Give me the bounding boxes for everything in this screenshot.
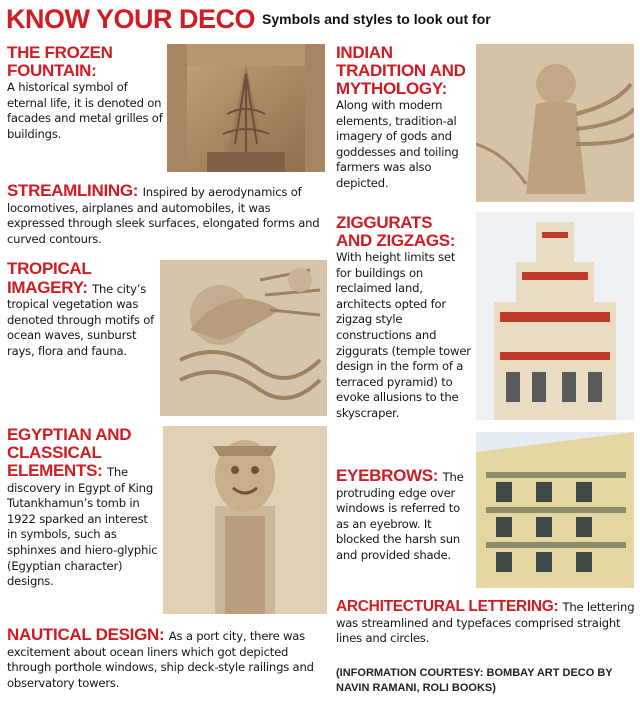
frozen-fountain-heading-2: FOUNTAIN:: [7, 61, 97, 80]
indian-heading-1: INDIAN: [336, 43, 393, 62]
section-egyptian: [7, 426, 159, 590]
indian-body: Along with modern elements, tradition-al imagery of gods and goddesses and toiling farmers was also depicted.: [336, 98, 459, 190]
section-tropical: [7, 260, 155, 360]
page-title: KNOW YOUR DECO: [6, 4, 256, 34]
section-indian: [336, 44, 476, 192]
streamlining-body: Inspired by aerodynamics of locomotives, airplanes and automobiles, it was expressed through sleek surfaces, elongated forms and curved contours.: [7, 185, 320, 246]
ziggurats-heading-1: ZIGGURATS: [336, 213, 433, 232]
eyebrows-photo: [476, 432, 634, 588]
section-eyebrows: [336, 467, 474, 564]
section-ziggurats: [336, 214, 474, 422]
ziggurat-photo: [476, 212, 634, 420]
frozen-fountain-heading-1: THE FROZEN: [7, 43, 113, 62]
section-nautical: [7, 626, 332, 691]
header: [6, 4, 634, 34]
tropical-body: The city’s tropical vegetation was denoted through motifs of ocean waves, sunburst rays, flora and fauna.: [7, 281, 155, 358]
tropical-heading-2: IMAGERY:: [7, 277, 93, 297]
lettering-body: The lettering was streamlined and typefaces comprised straight lines and circles.: [336, 600, 635, 646]
section-streamlining: [7, 182, 327, 247]
egyptian-photo: [163, 426, 327, 614]
frozen-fountain-body: A historical symbol of eternal life, it is denoted on facades and metal grilles of buildings.: [7, 80, 163, 141]
eyebrows-heading: EYEBROWS:: [336, 466, 443, 485]
nautical-body: As a port city, there was excitement about ocean liners which got depicted through porthole windows, ship deck-style railings and observatory towers.: [7, 629, 314, 690]
tropical-heading-1: TROPICAL: [7, 259, 92, 278]
section-lettering: [336, 598, 636, 647]
frozen-fountain-photo: [167, 44, 325, 172]
egyptian-heading-3: ELEMENTS:: [7, 461, 107, 480]
nautical-heading: NAUTICAL DESIGN:: [7, 625, 169, 644]
egyptian-heading-1: EGYPTIAN AND: [7, 425, 132, 444]
ziggurats-heading-2: AND ZIGZAGS:: [336, 231, 456, 250]
egyptian-heading-2: CLASSICAL: [7, 443, 102, 462]
streamlining-heading: STREAMLINING:: [7, 181, 143, 200]
eyebrows-body: The protruding edge over windows is referred to as an eyebrow. It blocked the harsh sun and provided shade.: [336, 470, 464, 562]
section-frozen-fountain: [7, 44, 167, 142]
lettering-heading: ARCHITECTURAL LETTERING:: [336, 598, 563, 615]
tropical-photo: [160, 260, 327, 416]
egyptian-body: The discovery in Egypt of King Tutankhamun’s tomb in 1922 sparked an interest in symbols, such as sphinxes and hiero-glyphic (Egyptian character) designs.: [7, 465, 158, 589]
info-credit: (INFORMATION COURTESY: BOMBAY ART DECO BY NAVIN RAMANI, ROLI BOOKS): [336, 667, 613, 694]
page-subtitle: Symbols and styles to look out for: [262, 11, 491, 27]
indian-heading-3: MYTHOLOGY:: [336, 79, 447, 98]
indian-photo: [476, 44, 634, 202]
indian-heading-2: TRADITION AND: [336, 61, 466, 80]
ziggurats-body: With height limits set for buildings on reclaimed land, architects opted for zigzag style constructions and ziggurats (temple tower design in the form of a terraced pyramid) to evoke allusions to the skyscraper.: [336, 250, 471, 420]
